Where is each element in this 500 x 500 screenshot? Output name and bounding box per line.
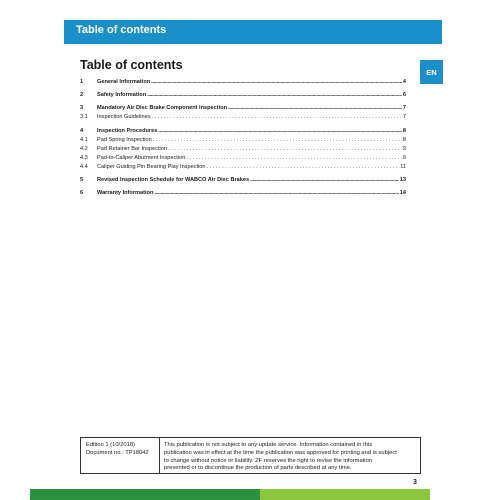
toc-number: 5 — [80, 177, 84, 183]
document-number: Document no.: TP18042 — [86, 449, 149, 456]
toc-entry-1[interactable] — [80, 76, 406, 86]
toc-number: 6 — [80, 190, 84, 196]
toc-entry-5[interactable] — [80, 174, 406, 184]
toc-title: Pad Spring Inspection — [97, 137, 152, 143]
disclaimer-line: publication was in effect at the time the publication was approved for printing and is subject — [164, 449, 397, 456]
page-heading: Table of contents — [80, 58, 183, 72]
disclaimer-text — [164, 442, 419, 473]
toc-page-number: 11 — [400, 164, 406, 170]
edition-block — [86, 442, 158, 458]
header-title: Table of contents — [76, 24, 167, 36]
toc-title: Pad Retainer Bar Inspection — [97, 146, 167, 152]
toc-number: 1 — [80, 79, 84, 85]
toc-page-number: 14 — [399, 190, 406, 196]
publication-info-box — [80, 437, 421, 474]
toc-leader-dots — [147, 92, 402, 99]
toc-number: 4.3 — [80, 155, 88, 161]
toc-entry-4-4[interactable] — [80, 161, 406, 171]
toc-leader-dots — [207, 164, 400, 171]
toc-number: 4.1 — [80, 137, 88, 143]
toc-entry-3-1[interactable] — [80, 111, 406, 121]
toc-title: Revised Inspection Schedule for WABCO Air Disc Brakes — [97, 177, 250, 183]
toc-page-number: 9 — [402, 155, 406, 161]
toc-page-number: 9 — [402, 146, 406, 152]
toc-number: 3 — [80, 105, 84, 111]
disclaimer-line: to change without notice or liability. ZF reserves the right to revise the information — [164, 457, 373, 464]
language-badge[interactable]: EN — [420, 60, 443, 84]
toc-title: Pad-to-Caliper Abutment Inspection — [97, 155, 186, 161]
bottom-bar-lime — [260, 489, 430, 500]
toc-title: Safety Information — [97, 92, 147, 98]
toc-page-number: 8 — [402, 128, 406, 134]
toc-title: Caliper Guiding Pin Bearing Play Inspection — [97, 164, 206, 170]
disclaimer-line: presented or to discontinue the production of parts described at any time. — [164, 465, 352, 472]
toc-page-number: 8 — [402, 137, 406, 143]
toc-title: Inspection Procedures — [97, 128, 158, 134]
toc-entry-6[interactable] — [80, 187, 406, 197]
toc-leader-dots — [250, 177, 399, 184]
page-number: 3 — [413, 479, 417, 486]
toc-number: 2 — [80, 92, 84, 98]
toc-title: Mandatory Air Disc Brake Component Inspection — [97, 105, 228, 111]
footer-divider — [159, 438, 160, 473]
toc-number: 4.4 — [80, 164, 88, 170]
toc-page-number: 13 — [399, 177, 406, 183]
toc-title: Inspection Guidelines — [97, 114, 151, 120]
toc-page-number: 6 — [402, 92, 406, 98]
toc-leader-dots — [152, 114, 402, 121]
toc-entry-2[interactable] — [80, 89, 406, 99]
toc-page-number: 4 — [402, 79, 406, 85]
toc-number: 3.1 — [80, 114, 88, 120]
header-bar — [64, 20, 442, 44]
toc-page-number: 7 — [402, 105, 406, 111]
toc-page-number: 7 — [402, 114, 406, 120]
toc-title: General Information — [97, 79, 151, 85]
toc-leader-dots — [154, 190, 398, 197]
toc-leader-dots — [151, 79, 402, 86]
disclaimer-line: This publication is not subject to any update service. Information contained in this — [164, 442, 373, 448]
toc-number: 4 — [80, 128, 84, 134]
edition-label: Edition 1 (10/2018) — [86, 442, 135, 448]
bottom-bar-green — [30, 489, 260, 500]
toc-title: Warranty Information — [97, 190, 154, 196]
toc-number: 4.2 — [80, 146, 88, 152]
